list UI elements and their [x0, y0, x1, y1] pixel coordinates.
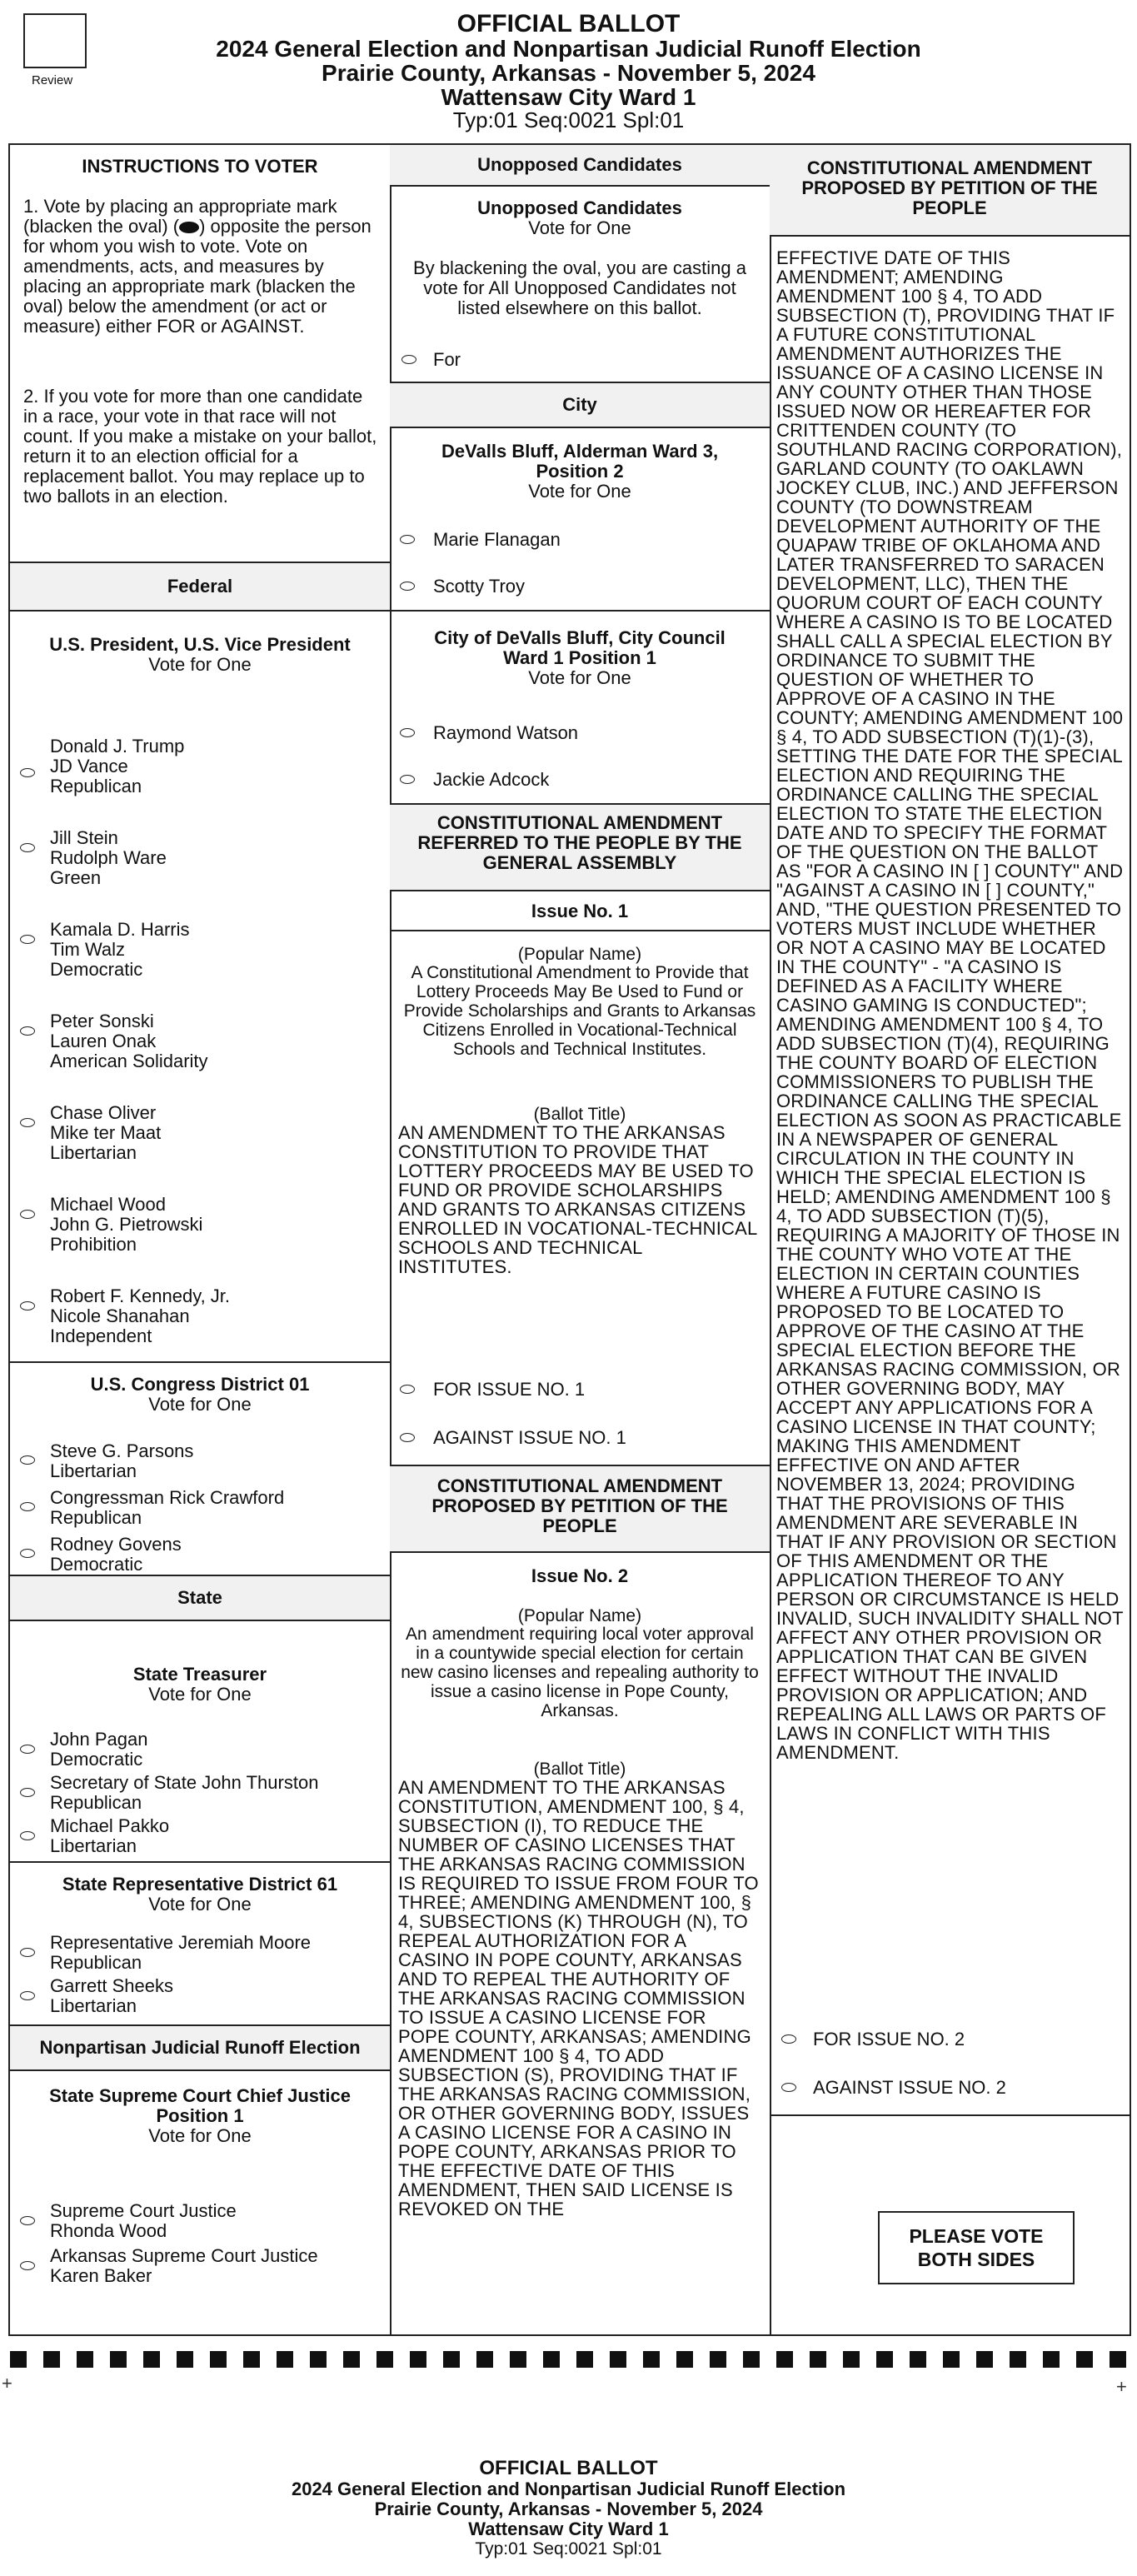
instructions-title: INSTRUCTIONS TO VOTER [82, 156, 318, 177]
timing-mark [976, 2351, 993, 2368]
issue2-popular-name: An amendment requiring local voter approval in a countywide special election for certain new casino licenses and repealing authority to issue a casino license in Pope County, Arkansas. [401, 1625, 759, 1720]
timing-mark [443, 2351, 460, 2368]
candidate-name: Arkansas Supreme Court Justice Karen Baker [50, 2245, 318, 2286]
candidate-name: Donald J. Trump JD Vance Republican [50, 736, 185, 796]
candidate-name: Kamala D. Harris Tim Walz Democratic [50, 919, 190, 980]
issue2-ballot-label: (Ballot Title) [533, 1760, 626, 1779]
issue2-against: AGAINST ISSUE NO. 2 [813, 2077, 1006, 2098]
issue1-for: FOR ISSUE NO. 1 [433, 1379, 586, 1400]
crosshair-icon: + [2, 2373, 12, 2394]
timing-mark [10, 2351, 27, 2368]
vote-oval[interactable] [20, 1948, 35, 1957]
footer-code: Typ:01 Seq:0021 Spl:01 [475, 2539, 662, 2559]
vote-oval[interactable] [20, 1991, 35, 2000]
unopposed-description: By blackening the oval, you are casting a vote for All Unopposed Candidates not listed elsewhere on this ballot. [413, 257, 746, 318]
candidate-name: Chase Oliver Mike ter Maat Libertarian [50, 1102, 162, 1163]
race-unopposed-title: Unopposed Candidates [477, 197, 682, 218]
timing-mark [743, 2351, 760, 2368]
vote-oval[interactable] [400, 535, 415, 544]
race-justice-title: State Supreme Court Chief Justice Position 1 [49, 2085, 351, 2126]
vote-oval[interactable] [781, 2083, 796, 2092]
divider [770, 2114, 1130, 2116]
candidate-name: Scotty Troy [433, 576, 526, 597]
race-unopposed-votefor: Vote for One [528, 217, 631, 238]
divider [390, 610, 770, 612]
section-judicial: Nonpartisan Judicial Runoff Election [10, 2024, 390, 2071]
issue2-for: FOR ISSUE NO. 2 [813, 2029, 965, 2049]
vote-oval[interactable] [400, 728, 415, 737]
issue2-popular-label: (Popular Name) [517, 1606, 642, 1625]
review-label: Review [32, 73, 73, 87]
vote-oval[interactable] [20, 768, 35, 777]
candidate-name: Secretary of State John Thurston Republican [50, 1772, 319, 1813]
option-label: For [433, 349, 461, 370]
ballot-footer [0, 2458, 1137, 2559]
vote-oval[interactable] [20, 1549, 35, 1558]
issue2-ballot-title-continued: EFFECTIVE DATE OF THIS AMENDMENT; AMENDING AMENDMENT 100 § 4, TO ADD SUBSECTION (T), PROVIDING THAT IF A FUTURE CONSTITUTIONAL AMENDMENT AUTHORIZES THE ISSUANCE OF A CASINO LICENSE IN ANY COUNTY OTHER THAN THOSE ISSUED NOW OR HEREAFTER FOR CRITTENDEN COUNTY (TO SOUTHLAND RACING CORPORATION), GARLAND COUNTY (TO OAKLAWN JOCKEY CLUB, INC.) AND JEFFERSON COUNTY (TO DOWNSTREAM DEVELOPMENT AUTHORITY OF THE QUAPAW TRIBE OF OKLAHOMA AND LATER TRANSFERRED TO SARACEN DEVELOPMENT, LLC), THEN THE QUORUM COURT OF EACH COUNTY WHERE A CASINO IS TO BE LOCATED SHALL CALL A SPECIAL ELECTION BY ORDINANCE TO SUBMIT THE QUESTION OF WHETHER TO APPROVE OF A CASINO IN THE COUNTY; AMENDING AMENDMENT 100 § 4, TO ADD SUBSECTION (T)(1)-(3), SETTING THE DATE FOR THE SPECIAL ELECTION AND REQUIRING THE ORDINANCE CALLING THE SPECIAL ELECTION TO STATE THE ELECTION DATE AND TO SPECIFY THE FORMAT OF THE QUESTION ON THE BALLOT AS "FOR A CASINO IN [ ] COUNTY" AND "AGAINST A CASINO IN [ ] COUNTY," AND, "THE QUESTION PRESENTED TO VOTERS MUST INCLUDE WHETHER OR NOT A CASINO MAY BE LOCATED IN THE COUNTY" - "A CASINO IS DEFINED AS A FACILITY WHERE CASINO GAMING IS CONDUCTED"; AMENDING AMENDMENT 100 § 4, TO ADD SUBSECTION (T)(4), REQUIRING THE COUNTY BOARD OF ELECTION COMMISSIONERS TO PUBLISH THE ORDINANCE CALLING THE SPECIAL ELECTION AS SOON AS PRACTICABLE IN A NEWSPAPER OF GENERAL CIRCULATION IN THE COUNTY IN WHICH THE SPECIAL ELECTION IS HELD; AMENDING AMENDMENT 100 § 4, TO ADD SUBSECTION (T)(5), REQUIRING A MAJORITY OF THOSE IN THE COUNTY WHO VOTE AT THE ELECTION IN CERTAIN COUNTIES WHERE A FUTURE CASINO IS PROPOSED TO BE LOCATED TO APPROVE OF THE CASINO AT THE SPECIAL ELECTION BEFORE THE ARKANSAS RACING COMMISSION, OR OTHER GOVERNING BODY, MAY ACCEPT ANY APPLICATIONS FOR A CASINO LICENSE IN THAT COUNTY; MAKING THIS AMENDMENT EFFECTIVE ON AND AFTER NOVEMBER 13, 2024; PROVIDING THAT THE PROVISIONS OF THIS AMENDMENT ARE SEVERABLE IN THAT IF ANY PROVISION OR SECTION OF THIS AMENDMENT OR THE APPLICATION THEREOF TO ANY PERSON OR CIRCUMSTANCE IS HELD INVALID, SUCH INVALIDITY SHALL NOT AFFECT ANY OTHER PROVISION OR APPLICATION THAT CAN BE GIVEN EFFECT WITHOUT THE INVALID PROVISION OR APPLICATION; AND REPEALING ALL LAWS OR PARTS OF LAWS IN CONFLICT WITH THIS AMENDMENT. [776, 247, 1124, 1763]
column-3 [770, 145, 1130, 2334]
instruction-1-text-cont: ) opposite the person for whom you wish to vote. Vote on amendments, acts, and measures by placing an appropriate mark (blacken the oval) below the amendment (or act or measure) either FOR or AGAINST. [23, 216, 372, 337]
timing-mark [410, 2351, 426, 2368]
vote-oval[interactable] [400, 1385, 415, 1394]
timing-mark [77, 2351, 93, 2368]
divider [10, 1361, 390, 1363]
issue1-against: AGAINST ISSUE NO. 1 [433, 1427, 626, 1448]
footer-title: OFFICIAL BALLOT [479, 2457, 658, 2479]
issue1-ballot-title: AN AMENDMENT TO THE ARKANSAS CONSTITUTION TO PROVIDE THAT LOTTERY PROCEEDS MAY BE USED TO FUND OR PROVIDE SCHOLARSHIPS AND GRANTS TO ARKANSAS CITIZENS ENROLLED IN VOCATIONAL-TECHNICAL SCHOOLS AND TECHNICAL INSTITUTES. [398, 1122, 757, 1277]
timing-mark [510, 2351, 526, 2368]
county-date: Prairie County, Arkansas - November 5, 2024 [322, 60, 815, 86]
timing-mark [676, 2351, 693, 2368]
race-justice-votefor: Vote for One [148, 2125, 252, 2146]
vote-oval[interactable] [20, 2216, 35, 2225]
issue1-title: Issue No. 1 [531, 901, 629, 921]
timing-mark [310, 2351, 327, 2368]
race-alderman-votefor: Vote for One [528, 481, 631, 502]
race-congress-votefor: Vote for One [148, 1394, 252, 1415]
timing-mark [1076, 2351, 1093, 2368]
vote-oval[interactable] [400, 1433, 415, 1442]
timing-mark [543, 2351, 560, 2368]
footer-precinct: Wattensaw City Ward 1 [468, 2519, 669, 2539]
candidate-name: Michael Wood John G. Pietrowski Prohibition [50, 1194, 203, 1255]
candidate-name: Peter Sonski Lauren Onak American Solidarity [50, 1011, 208, 1071]
ballot-header [0, 12, 1137, 132]
candidate-name: Steve G. Parsons Libertarian [50, 1440, 194, 1481]
candidate-name: Marie Flanagan [433, 529, 561, 550]
candidate-name: Raymond Watson [433, 722, 579, 743]
section-state: State [10, 1575, 390, 1621]
candidate-name: Representative Jeremiah Moore Republican [50, 1932, 312, 1973]
candidate-name: Supreme Court Justice Rhonda Wood [50, 2200, 237, 2241]
ballot-title: OFFICIAL BALLOT [456, 10, 681, 37]
timing-marks [0, 2351, 1137, 2368]
section-federal: Federal [10, 562, 390, 612]
race-treasurer-title: State Treasurer [132, 1664, 267, 1685]
timing-mark [843, 2351, 860, 2368]
timing-mark [43, 2351, 60, 2368]
issue1-popular-name: A Constitutional Amendment to Provide that Lottery Proceeds May Be Used to Fund or Provide Scholarships and Grants to Arkansas Citizens Enrolled in Vocational-Technical Schools and Technical Institutes. [403, 963, 756, 1059]
vote-oval[interactable] [20, 1831, 35, 1840]
timing-mark [876, 2351, 893, 2368]
race-president-votefor: Vote for One [148, 654, 252, 675]
section-city: City [390, 382, 770, 428]
timing-mark [243, 2351, 260, 2368]
vote-oval[interactable] [20, 1118, 35, 1127]
race-state-rep-title: State Representative District 61 [62, 1874, 338, 1895]
candidate-name: Jill Stein Rudolph Ware Green [50, 827, 167, 888]
timing-mark [143, 2351, 160, 2368]
footer-election: 2024 General Election and Nonpartisan Judicial Runoff Election [291, 2479, 846, 2499]
section-const-petition: CONSTITUTIONAL AMENDMENT PROPOSED BY PETITION OF THE PEOPLE [390, 1465, 770, 1553]
issue2-ballot-title: AN AMENDMENT TO THE ARKANSAS CONSTITUTION, AMENDMENT 100, § 4, SUBSECTION (I), TO REDUCE THE NUMBER OF CASINO LICENSES THAT THE ARKANSAS RACING COMMISSION IS REQUIRED TO ISSUE FROM FOUR TO THREE; AMENDING AMENDMENT 100, § 4, SUBSECTIONS (K) THROUGH (N), TO REPEAL AUTHORIZATION FOR A CASINO IN POPE COUNTY, ARKANSAS AND TO REPEAL THE AUTHORITY OF THE ARKANSAS RACING COMMISSION TO ISSUE A CASINO LICENSE FOR POPE COUNTY, ARKANSAS; AMENDING AMENDMENT 100 § 4, TO ADD SUBSECTION (S), PROVIDING THAT IF THE ARKANSAS RACING COMMISSION, OR OTHER GOVERNING BODY, ISSUES A CASINO LICENSE FOR A CASINO IN POPE COUNTY, ARKANSAS PRIOR TO THE EFFECTIVE DATE OF THIS AMENDMENT, THEN SAID LICENSE IS REVOKED ON THE [398, 1777, 759, 2219]
race-council-title: City of DeValls Bluff, City Council Ward 1 Position 1 [434, 627, 726, 668]
candidate-name: Robert F. Kennedy, Jr. Nicole Shanahan Independent [50, 1286, 231, 1346]
crosshair-icon: + [1116, 2376, 1127, 2397]
candidate-name: John Pagan Democratic [50, 1729, 148, 1770]
instruction-1 [23, 197, 380, 337]
timing-mark [1043, 2351, 1060, 2368]
race-alderman-title: DeValls Bluff, Alderman Ward 3, Position 2 [441, 441, 719, 482]
race-council-votefor: Vote for One [528, 667, 631, 688]
timing-mark [810, 2351, 826, 2368]
vote-oval[interactable] [400, 582, 415, 591]
timing-mark [277, 2351, 293, 2368]
issue1-popular-label: (Popular Name) [517, 945, 642, 964]
vote-oval[interactable] [20, 935, 35, 944]
candidate-name: Garrett Sheeks Libertarian [50, 1975, 173, 2016]
ballot-code: Typ:01 Seq:0021 Spl:01 [452, 107, 685, 132]
vote-oval[interactable] [781, 2034, 796, 2044]
column-2 [390, 145, 771, 2334]
vote-oval[interactable] [20, 1502, 35, 1511]
divider [10, 1861, 390, 1863]
timing-mark [943, 2351, 960, 2368]
footer-county: Prairie County, Arkansas - November 5, 2024 [374, 2499, 763, 2519]
column-1 [10, 145, 391, 2334]
timing-mark [576, 2351, 593, 2368]
election-name: 2024 General Election and Nonpartisan Judicial Runoff Election [216, 36, 921, 62]
race-congress-title: U.S. Congress District 01 [90, 1374, 310, 1395]
timing-mark [910, 2351, 926, 2368]
timing-mark [776, 2351, 793, 2368]
issue2-title: Issue No. 2 [531, 1565, 629, 1586]
filled-oval-icon [179, 222, 199, 233]
timing-mark [610, 2351, 626, 2368]
vote-oval[interactable] [20, 1455, 35, 1465]
candidate-name: Michael Pakko Libertarian [50, 1815, 170, 1856]
timing-mark [1110, 2351, 1126, 2368]
instruction-1-text: 1. Vote by placing an appropriate mark (blacken the oval) ( [23, 196, 337, 237]
vote-oval[interactable] [20, 1026, 35, 1036]
vote-oval[interactable] [20, 1301, 35, 1310]
vote-oval[interactable] [20, 843, 35, 852]
section-const-petition-c3: CONSTITUTIONAL AMENDMENT PROPOSED BY PETITION OF THE PEOPLE [770, 145, 1130, 237]
vote-oval[interactable] [400, 775, 415, 784]
race-state-rep-votefor: Vote for One [148, 1894, 252, 1915]
vote-oval[interactable] [20, 1210, 35, 1219]
timing-mark [177, 2351, 193, 2368]
vote-oval[interactable] [20, 2261, 35, 2270]
instruction-2: 2. If you vote for more than one candidate in a race, your vote in that race will not count. If you make a mistake on your ballot, return it to an election official for a replacement ballot. You may replace up to two ballots in an election. [23, 386, 377, 507]
race-treasurer-votefor: Vote for One [148, 1684, 252, 1705]
timing-mark [377, 2351, 393, 2368]
vote-oval[interactable] [20, 1788, 35, 1797]
candidate-name: Rodney Govens Democratic [50, 1534, 182, 1575]
timing-mark [1010, 2351, 1026, 2368]
section-const-referred: CONSTITUTIONAL AMENDMENT REFERRED TO THE PEOPLE BY THE GENERAL ASSEMBLY [390, 803, 770, 891]
section-unopposed: Unopposed Candidates [390, 145, 770, 187]
please-vote-both-sides: PLEASE VOTE BOTH SIDES [878, 2211, 1075, 2284]
timing-mark [710, 2351, 726, 2368]
vote-oval[interactable] [20, 1745, 35, 1754]
timing-mark [476, 2351, 493, 2368]
ballot-grid [8, 143, 1131, 2336]
timing-mark [210, 2351, 227, 2368]
precinct-name: Wattensaw City Ward 1 [441, 84, 696, 110]
candidate-name: Congressman Rick Crawford Republican [50, 1487, 285, 1528]
candidate-name: Jackie Adcock [433, 769, 550, 790]
race-president-title: U.S. President, U.S. Vice President [49, 634, 351, 655]
divider [390, 930, 770, 931]
vote-oval[interactable] [401, 355, 416, 364]
timing-mark [110, 2351, 127, 2368]
issue1-ballot-label: (Ballot Title) [533, 1105, 626, 1124]
timing-mark [343, 2351, 360, 2368]
timing-mark [643, 2351, 660, 2368]
